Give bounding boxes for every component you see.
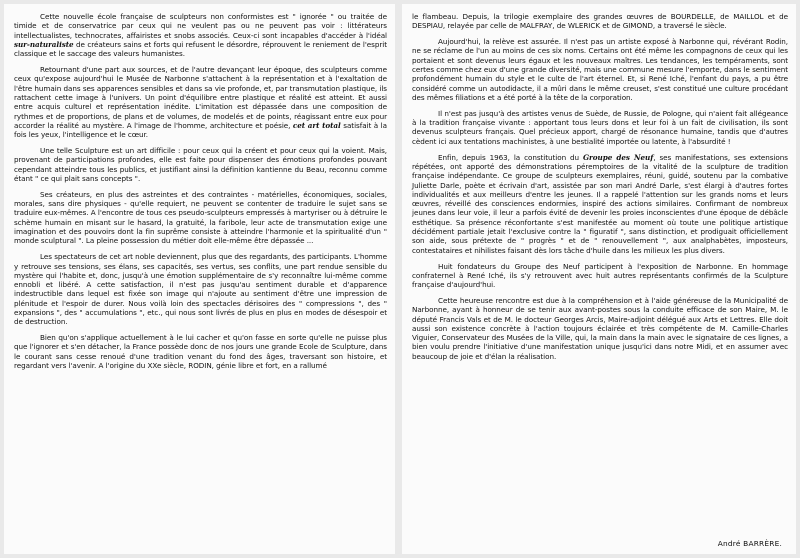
right-page xyxy=(402,4,796,554)
paragraph: Aujourd'hui, la relève est assurée. Il n'est pas un artiste exposé à Narbonne qui, révérant Rodin, ne se réclame de l'un au moins de ces six noms. Certains ont été même les compagnons de ceux qui les portaient et sont devenus leurs égaux et les nouveaux maîtres. Les tendances, les tempéraments, sont certes comme chez eux d'une grande diversité, mais une commune mesure l'emporte, dans le sentiment profondément humain du style et le culte de l'art éternel. Et, si René Iché, l'enfant du pays, a pu être considéré comme un autodidacte, il a mûri dans le même creuset, s'est constitué une culture procédant des mêmes filiations et a été porté à la tête de la corporation. xyxy=(412,37,788,102)
emphasis-text: cet art total xyxy=(292,120,341,130)
author-signature: André BARRÈRE. xyxy=(717,539,782,548)
paragraph-text: Cette nouvelle école française de sculpteurs non conformistes est " ignorée " ou traitée de timide et de conservatrice par ceux qui ne veulent pas ou ne peuvent pas voir : littérateurs intellectualistes, technocrates, affairistes et snobs associés. Ceux-ci sont incapables d'accéder à l'idéal xyxy=(14,12,387,40)
paragraph: Bien qu'on s'applique actuellement à le lui cacher et qu'on fasse en sorte qu'elle ne puisse plus que l'ignorer et s'en détacher, la France possède donc de nos jours une grande Ecole de Sculpture, dans le courant sans cesse renoué d'une tradition venant du fond des âges, traversant son histoire, et regardant vers l'avenir. A l'origine du XXe siècle, RODIN, génie libre et fort, en a rallumé xyxy=(14,333,387,371)
paragraph: Une telle Sculpture est un art difficile : pour ceux qui la créent et pour ceux qui la voient. Mais, provenant de participations profondes, elle est faite pour dispenser des émotions profondes pouvant cependant atteindre tous les publics, et justifiant ainsi la définition kantienne du Beau, reconnu comme étant " ce qui plait sans concepts ". xyxy=(14,146,387,183)
paragraph: Les spectateurs de cet art noble deviennent, plus que des regardants, des participants. L'homme y retrouve ses tensions, ses élans, ses capacités, ses vertus, ses conflits, une part rendue sensible du mystère qui l'habite et, donc, jusqu'à une émotion supplémentaire de s'y reconnaître lui-même comme ennobli et libéré. A cette satisfaction, il n'est pas jusqu'au sentiment durable et d'apparence indestructible dans lequel est fixée son image qui n'ajoute au sentiment d'être une impression de plénitude et l'espoir de durer. Nous voilà loin des spectacles dérisoires des " compressions ", des " expansions ", des " accumulations ", etc., qui nous sont livrés de plus en plus en modes de désespoir et de destruction. xyxy=(14,252,387,327)
paragraph-text: de créateurs sains et forts qui refusent le désordre, réprouvent le reniement de l'esprit classique et le saccage des valeurs humanistes. xyxy=(14,39,387,59)
paragraph-text: satisfait à la fois les yeux, l'intelligence et le cœur. xyxy=(14,120,387,140)
paragraph: Il n'est pas jusqu'à des artistes venus de Suède, de Russie, de Pologne, qui n'aient fait allégeance à la tradition française vivante : apportant tous leurs dons et leur foi à un fait de civilisation, ils sont devenus sculpteurs français. Quel précieux apport, chargé de résonance humaine, tandis que d'autres cèdent ici aux tentations machinistes, à une bestialité importée ou latente, à l'absurdité ! xyxy=(412,108,788,146)
emphasis-text: Groupe des Neuf xyxy=(582,152,654,162)
left-page xyxy=(4,4,395,554)
paragraph-text: Retournant d'une part aux sources, et de l'autre devançant leur époque, des sculpteurs comme ceux qu'expose aujourd'hui le Musée de Narbonne s'attachent à la représentation et à l'exaltation de l'être humain dans ses apparences sensibles et dans sa vie profonde, et, par transmutation plastique, ils rattachent cette image à l'univers. Un point d'équilibre entre plastique et réalité est atteint. Et aussi entre acquis culturel et représentation inédite. L'imitation est dépassée dans une composition de rythmes et de proportions, de plans et de volumes, de modelés et de points, réagissant entre eux pour accorder la réalité au mystère. A l'image de l'homme, architecture et poésie, xyxy=(14,65,387,130)
paragraph: Huit fondateurs du Groupe des Neuf participent à l'exposition de Narbonne. En hommage confraternel à René Iché, ils s'y retrouvent avec huit autres représentants confirmés de la Sculpture française d'aujourd'hui. xyxy=(412,261,788,290)
emphasis-text: sur-naturaliste xyxy=(14,39,74,49)
paragraph xyxy=(14,65,387,139)
paragraph: Ses créateurs, en plus des astreintes et des contraintes - matérielles, économiques, sociales, morales, sans dire physiques - qu'elle requiert, ne peuvent se contenter de traduire le sujet sans se traduire eux-mêmes. A l'encontre de tous ces pseudo-sculpteurs empressés à martyriser ou à détruire le schème humain en misant sur le hasard, la gratuité, la faribole, leur acte de transmutation exige une imagination et des pouvoirs dont la fin suprême consiste à atteindre l'harmonie et la spiritualité d'un " monde sculptural ". La pleine possession du métier doit elle-même être dépassée ... xyxy=(14,189,387,246)
paragraph xyxy=(14,12,387,58)
paragraph-text: Enfin, depuis 1963, la constitution du xyxy=(438,152,580,162)
paragraph: le flambeau. Depuis, la trilogie exemplaire des grandes œuvres de BOURDELLE, de MAILLOL et de DESPIAU, relayée par celle de MALFRAY, de WLERICK et de GIMOND, a traversé le siècle. xyxy=(412,12,788,31)
paragraph-text: , ses manifestations, ses extensions répétées, ont apporté des démonstrations péremptoires de la vitalité de la sculpture de tradition française indépendante. Ce groupe de sculpteurs exemplaires, réuni, guidé, soutenu par la combative Juliette Darle, poète et écrivain d'art, assistée par son mari André Darle, s'est élargi à d'autres fortes individualités et aux meilleurs d'entre les jeunes. Il a rappelé l'attention sur les grands noms et leurs œuvres, réveillé des consciences endormies, inspiré des actions similaires. Confirmant de nombreux jeunes dans leur voie, il leur a parfois évité de devenir les proies inconscientes d'une époque de débâcle esthétique. Sa présence réconfortante s'est manifestée au moment où toute une politique artistique décidément partiale jetait l'exclusive contre la " figuratif ", sans distinction, et prodiguait officiellement son aide, sous prétexte de " progrès " et de " renouvellement ", aux analphabètes, imposteurs, contestataires et nihilistes faisant dès lors tâche d'huile dans les milieux les plus divers. xyxy=(412,152,788,255)
paragraph xyxy=(412,153,788,255)
paragraph: Cette heureuse rencontre est due à la compréhension et à l'aide généreuse de la Municipalité de Narbonne, ayant à honneur de se tenir aux avant-postes sous la conduite efficace de son Maire, M. le député Francis Vals et de M. le docteur Georges Arcis, Maire-adjoint délégué aux Arts et Lettres. Elle doit aussi son existence concrète à l'action toujours éclairée et très compétente de M. Camille-Charles Viguier, Conservateur des Musées de la Ville, qui, la main dans la main avec le signataire de ces lignes, a bien voulu prendre l'initiative d'une manifestation unique jusqu'ici dans notre Midi, et en assumer avec beaucoup de joie et d'élan la réalisation. xyxy=(412,295,788,361)
